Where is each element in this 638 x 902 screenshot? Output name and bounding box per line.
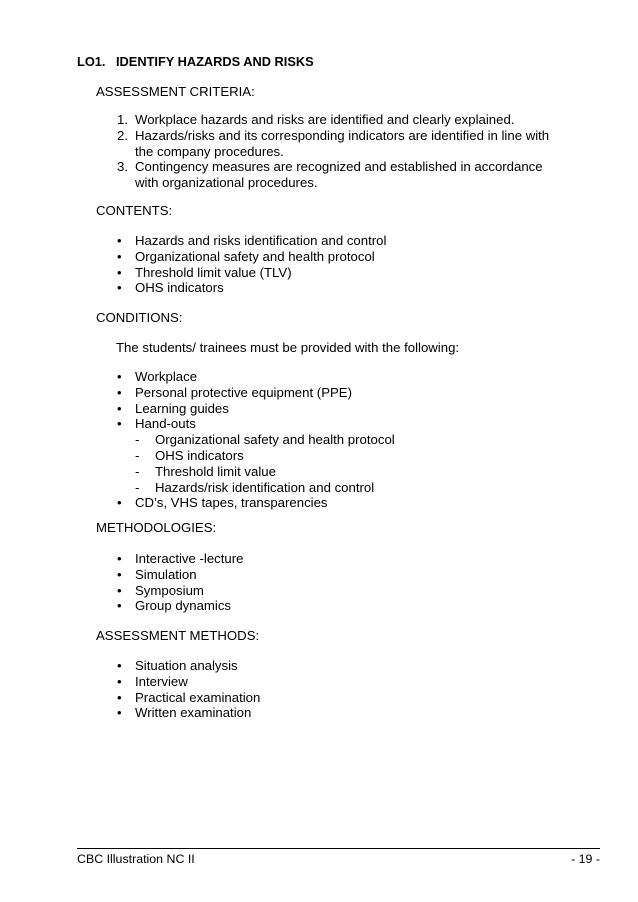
conditions-intro: The students/ trainees must be provided with the following: <box>116 340 460 355</box>
methodologies-item: • Simulation <box>96 567 243 583</box>
criteria-number: 2. <box>117 127 128 143</box>
handouts-item: - Organizational safety and health protocol <box>135 432 395 448</box>
learning-outcome-number: LO1. <box>77 54 106 69</box>
criteria-item <box>96 112 566 128</box>
assessment-methods-list <box>96 658 260 721</box>
methodologies-item: • Group dynamics <box>96 598 243 614</box>
conditions-item: • Learning guides <box>96 401 395 417</box>
criteria-text: Workplace hazards and risks are identified and clearly explained. <box>135 112 515 127</box>
contents-heading: CONTENTS: <box>96 203 173 218</box>
footer-divider <box>77 848 600 849</box>
methodologies-heading: METHODOLOGIES: <box>96 520 217 535</box>
contents-item: • Hazards and risks identification and control <box>96 233 386 249</box>
assessment-methods-heading: ASSESSMENT METHODS: <box>96 628 260 643</box>
handouts-item: - Hazards/risk identification and control <box>135 480 395 496</box>
criteria-item <box>96 159 566 191</box>
contents-item: • Organizational safety and health protocol <box>96 249 386 265</box>
criteria-text: Contingency measures are recognized and established in accordance with organizational procedures. <box>135 159 543 191</box>
methodologies-item: • Interactive -lecture <box>96 551 243 567</box>
footer-document-title: CBC Illustration NC II <box>77 852 195 866</box>
criteria-item <box>96 128 566 160</box>
handouts-sublist <box>135 432 395 495</box>
criteria-number: 1. <box>117 112 128 127</box>
conditions-heading: CONDITIONS: <box>96 310 183 325</box>
criteria-number: 3. <box>117 159 128 175</box>
learning-outcome-text: IDENTIFY HAZARDS AND RISKS <box>116 54 314 69</box>
assessment-criteria-heading: ASSESSMENT CRITERIA: <box>96 84 255 99</box>
learning-outcome-title <box>77 54 314 70</box>
footer-page-number: - 19 - <box>571 852 600 866</box>
conditions-item: • Workplace <box>96 369 395 385</box>
assessment-methods-item: • Situation analysis <box>96 658 260 674</box>
handouts-item: - OHS indicators <box>135 448 395 464</box>
contents-item: • Threshold limit value (TLV) <box>96 265 386 281</box>
contents-list <box>96 233 386 296</box>
assessment-criteria-list <box>96 112 566 191</box>
methodologies-list <box>96 551 243 614</box>
contents-item: • OHS indicators <box>96 280 386 296</box>
assessment-methods-item: • Interview <box>96 674 260 690</box>
handouts-label: Hand-outs <box>135 416 196 432</box>
conditions-item: • Personal protective equipment (PPE) <box>96 385 395 401</box>
handouts-item: - Threshold limit value <box>135 464 395 480</box>
assessment-methods-item: • Practical examination <box>96 690 260 706</box>
conditions-item <box>96 416 395 495</box>
criteria-text: Hazards/risks and its corresponding indicators are identified in line with the company procedures. <box>135 127 550 159</box>
conditions-item: • CD’s, VHS tapes, transparencies <box>96 495 395 511</box>
conditions-list <box>96 369 395 511</box>
methodologies-item: • Symposium <box>96 583 243 599</box>
assessment-methods-item: • Written examination <box>96 705 260 721</box>
